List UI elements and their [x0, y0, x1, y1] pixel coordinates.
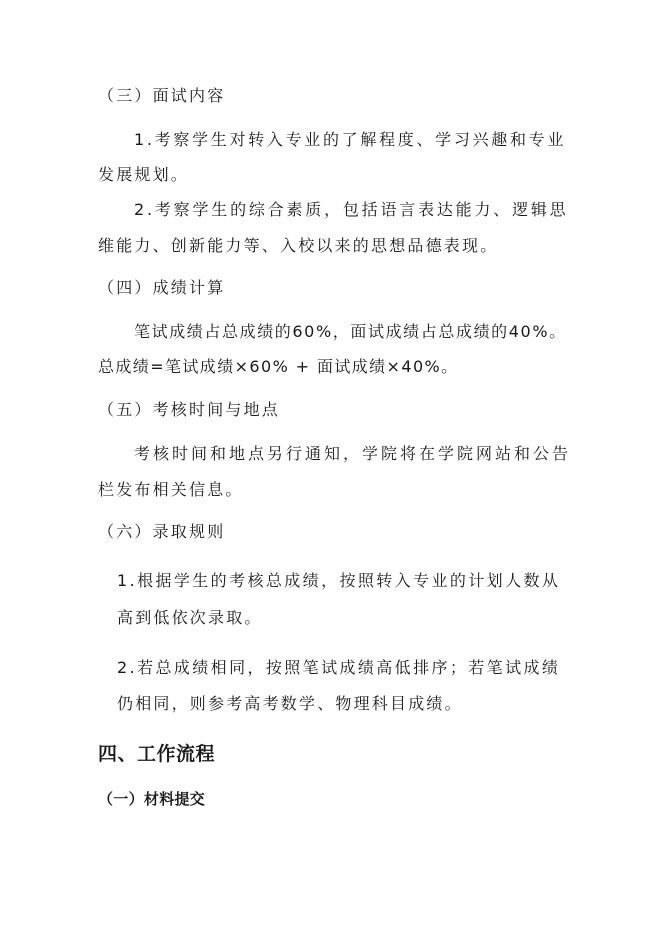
- interview-item-2-line-1: 2.考察学生的综合素质，包括语言表达能力、逻辑思: [134, 200, 569, 219]
- admission-item-2-line-1: 2.若总成绩相同，按照笔试成绩高低排序；若笔试成绩: [117, 658, 561, 677]
- time-place-line-1: 考核时间和地点另行通知，学院将在学院网站和公告: [134, 444, 572, 463]
- score-calc-line-2: 总成绩=笔试成绩×60% + 面试成绩×40%。: [98, 357, 459, 376]
- score-calc-line-1: 笔试成绩占总成绩的60%，面试成绩占总成绩的40%。: [134, 322, 567, 341]
- interview-item-1-line-1: 1.考察学生对转入专业的了解程度、学习兴趣和专业: [134, 130, 567, 149]
- time-place-line-2: 栏发布相关信息。: [98, 480, 244, 499]
- admission-item-1-line-1: 1.根据学生的考核总成绩，按照转入专业的计划人数从: [117, 571, 561, 590]
- workflow-sub-heading-material-submission: （一）材料提交: [98, 790, 206, 808]
- interview-item-1-line-2: 发展规划。: [98, 165, 190, 184]
- section-heading-time-place: （五）考核时间与地点: [98, 400, 281, 419]
- admission-item-2-line-2: 仍相同，则参考高考数学、物理科目成绩。: [117, 694, 463, 713]
- admission-item-1-line-2: 高到低依次录取。: [117, 608, 263, 627]
- section-heading-score-calc: （四）成绩计算: [98, 278, 226, 297]
- interview-item-2-line-2: 维能力、创新能力等、入校以来的思想品德表现。: [98, 236, 499, 255]
- section-heading-admission-rules: （六）录取规则: [98, 522, 226, 541]
- major-heading-workflow: 四、工作流程: [98, 743, 216, 765]
- section-heading-interview-content: （三）面试内容: [98, 86, 226, 105]
